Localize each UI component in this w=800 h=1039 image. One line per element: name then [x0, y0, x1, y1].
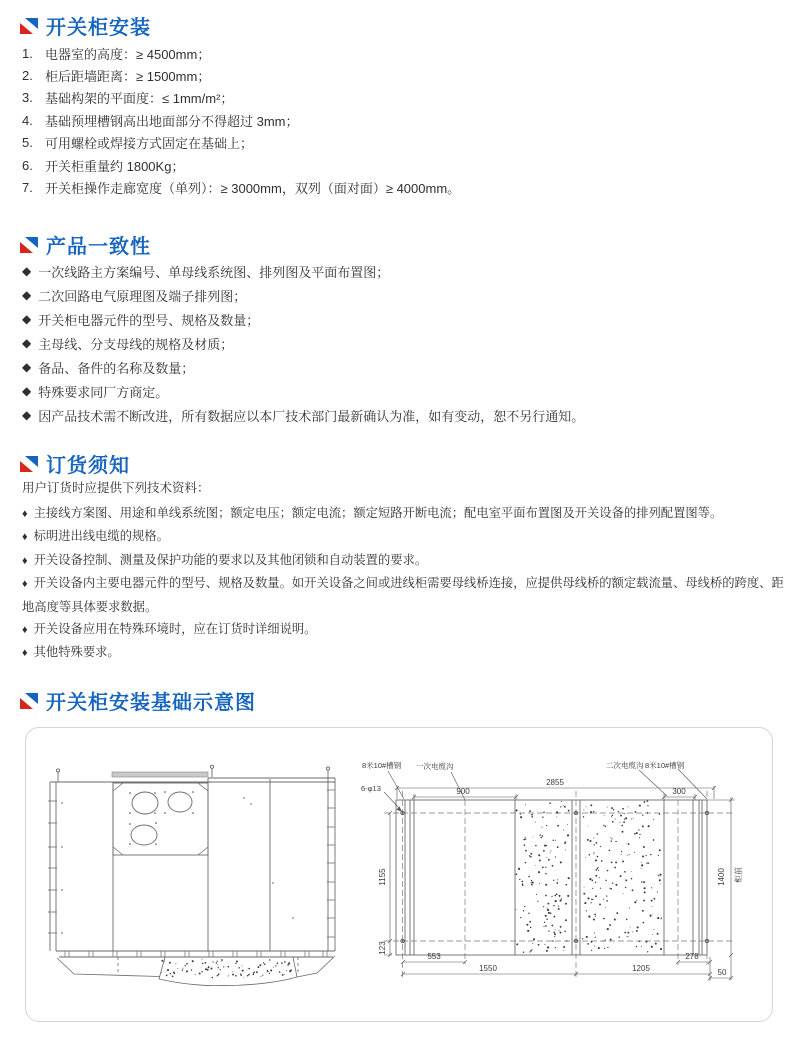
list-item	[22, 307, 584, 331]
section-title: 产品一致性	[46, 236, 151, 258]
dim-primary-offset: 900	[456, 787, 470, 796]
list-item	[22, 618, 784, 641]
item-number: 6.	[22, 157, 33, 173]
channel-steel-left-label: 8米10#槽钢	[362, 761, 402, 770]
dim-50: 50	[717, 968, 727, 977]
dim-1550: 1550	[479, 964, 497, 973]
list-item	[22, 403, 584, 427]
item-number: 2.	[22, 68, 33, 84]
item-number: 3.	[22, 90, 33, 106]
section-title: 开关柜安装基础示意图	[46, 692, 256, 714]
list-item	[22, 355, 584, 379]
label-leader-lines	[384, 769, 707, 812]
list-item	[22, 379, 584, 403]
list-item	[22, 154, 460, 176]
bullet-icon: ◆	[22, 288, 32, 302]
section-title: 订货须知	[46, 455, 130, 477]
section-foundation-header	[20, 686, 256, 715]
section-install-header	[20, 11, 151, 40]
item-text: 开关设备应用在特殊环境时，应在订货时详细说明。	[33, 622, 317, 637]
foundation-outline	[57, 956, 335, 986]
item-number: 7.	[22, 180, 33, 196]
cable-entry-holes	[131, 792, 192, 845]
section-marker-icon	[20, 17, 38, 35]
item-text: 标明进出线电缆的规格。	[33, 529, 169, 544]
bullet-icon: ♦	[22, 554, 28, 567]
bullet-icon: ◆	[22, 336, 32, 350]
list-item	[22, 572, 784, 618]
item-text: 开关设备内主要电器元件的型号、规格及数量。如开关设备之间或进线柜需要母线桥连接，应提供母线桥的额定载流量、母线桥的跨度、距地高度等具体要求数据。	[22, 576, 784, 614]
ordering-list	[22, 502, 784, 665]
bullet-icon: ♦	[22, 531, 28, 544]
item-text: 开关柜电器元件的型号、规格及数量；	[38, 312, 260, 328]
primary-cable-trench-label: 一次电缆沟	[416, 762, 454, 771]
list-item	[22, 64, 460, 86]
dim-secondary-offset: 300	[672, 787, 686, 796]
secondary-trench-speckle	[582, 800, 662, 952]
list-item	[22, 331, 584, 355]
bolt-dots	[61, 791, 293, 934]
dim-1205: 1205	[632, 964, 650, 973]
list-item	[22, 549, 784, 572]
plan-structure	[396, 800, 707, 955]
item-text: 其他特殊要求。	[33, 645, 120, 660]
section-ordering-header	[20, 449, 130, 478]
plan-view-drawing	[358, 755, 778, 1021]
item-text: 特殊要求同厂方商定。	[38, 384, 169, 400]
cabinet-structure	[50, 778, 335, 957]
dim-depth-front: 1400	[717, 868, 726, 886]
bullet-icon: ♦	[22, 578, 28, 591]
list-item	[22, 87, 460, 109]
consistency-list	[22, 259, 584, 427]
list-item	[22, 259, 584, 283]
item-text: 电器室的高度：≥ 4500mm；	[45, 46, 211, 62]
section-marker-icon	[20, 455, 38, 473]
bullet-icon: ♦	[22, 508, 28, 520]
dim-553: 553	[427, 952, 441, 961]
list-item	[22, 132, 460, 154]
dim-total-width: 2855	[546, 778, 564, 787]
item-text: 主母线、分支母线的规格及材质；	[38, 336, 234, 352]
dim-height-upper: 1155	[378, 868, 387, 886]
item-text: 一次线路主方案编号、单母线系统图、排列图及平面布置图；	[38, 264, 390, 280]
list-item	[22, 641, 784, 664]
item-text: 开关柜重量约 1800Kg；	[45, 158, 185, 174]
section-marker-icon	[20, 692, 38, 710]
bullet-icon: ◆	[22, 360, 32, 374]
secondary-cable-trench-label: 二次电缆沟	[606, 761, 644, 770]
corner-gussets	[113, 783, 208, 855]
dim-278: 278	[685, 952, 699, 961]
item-text: 开关柜操作走廊宽度（单列）：≥ 3000mm，双列（面对面）≥ 4000mm。	[45, 181, 461, 197]
item-text: 主接线方案图、用途和单线系统图；额定电压；额定电流；额定短路开断电流；配电室平面布置图及开关设备的排列配置图等。	[33, 506, 723, 520]
bullet-icon: ◆	[22, 312, 32, 326]
list-item	[22, 176, 460, 198]
cabinet-front-label: 柜前	[734, 867, 743, 883]
item-text: 因产品技术需不断改进，所有数据应以本厂技术部门最新确认为准，如有变动，恕不另行通知。	[38, 408, 585, 424]
item-text: 基础预埋槽钢高出地面部分不得超过 3mm；	[45, 113, 299, 129]
dim-height-lower: 123	[378, 941, 387, 955]
rail-tick-marks	[48, 790, 335, 957]
bullet-icon: ◆	[22, 384, 32, 398]
list-item	[22, 502, 784, 525]
item-text: 柜后距墙距离：≥ 1500mm；	[45, 69, 211, 85]
item-text: 开关设备控制、测量及保护功能的要求以及其他闭锁和自动装置的要求。	[33, 552, 428, 567]
item-number: 4.	[22, 112, 33, 128]
bullet-icon: ♦	[22, 624, 28, 637]
anchor-hole-markers	[401, 811, 709, 942]
list-item	[22, 109, 460, 131]
arrowhead	[397, 807, 403, 813]
anchor-holes-label: 6-φ13	[361, 784, 381, 793]
item-text: 备品、备件的名称及数量；	[38, 360, 195, 376]
plan-centerlines	[384, 791, 734, 977]
list-item	[22, 283, 584, 307]
section-consistency-header	[20, 230, 151, 259]
item-number: 5.	[22, 135, 33, 151]
section-title: 开关柜安装	[46, 17, 151, 39]
bullet-icon: ◆	[22, 408, 32, 422]
channel-steel-right-label: 8米10#槽钢	[645, 761, 685, 770]
ordering-intro: 用户订货时应提供下列技术资料：	[22, 481, 210, 495]
item-text: 二次回路电气原理图及端子排列图；	[38, 288, 247, 304]
bullet-icon: ◆	[22, 264, 32, 278]
install-list	[22, 42, 460, 199]
foundation-concrete-speckle	[161, 959, 292, 979]
bullet-icon: ♦	[22, 647, 28, 660]
item-text: 基础构架的平面度：≤ 1mm/m²；	[45, 91, 234, 107]
list-item	[22, 42, 460, 64]
top-rail-bar	[112, 772, 208, 777]
item-text: 可用螺栓或焊接方式固定在基础上；	[45, 136, 254, 152]
item-number: 1.	[22, 45, 33, 61]
list-item	[22, 525, 784, 548]
section-marker-icon	[20, 236, 38, 254]
primary-trench-speckle	[516, 801, 570, 953]
front-view-drawing	[45, 763, 345, 1013]
